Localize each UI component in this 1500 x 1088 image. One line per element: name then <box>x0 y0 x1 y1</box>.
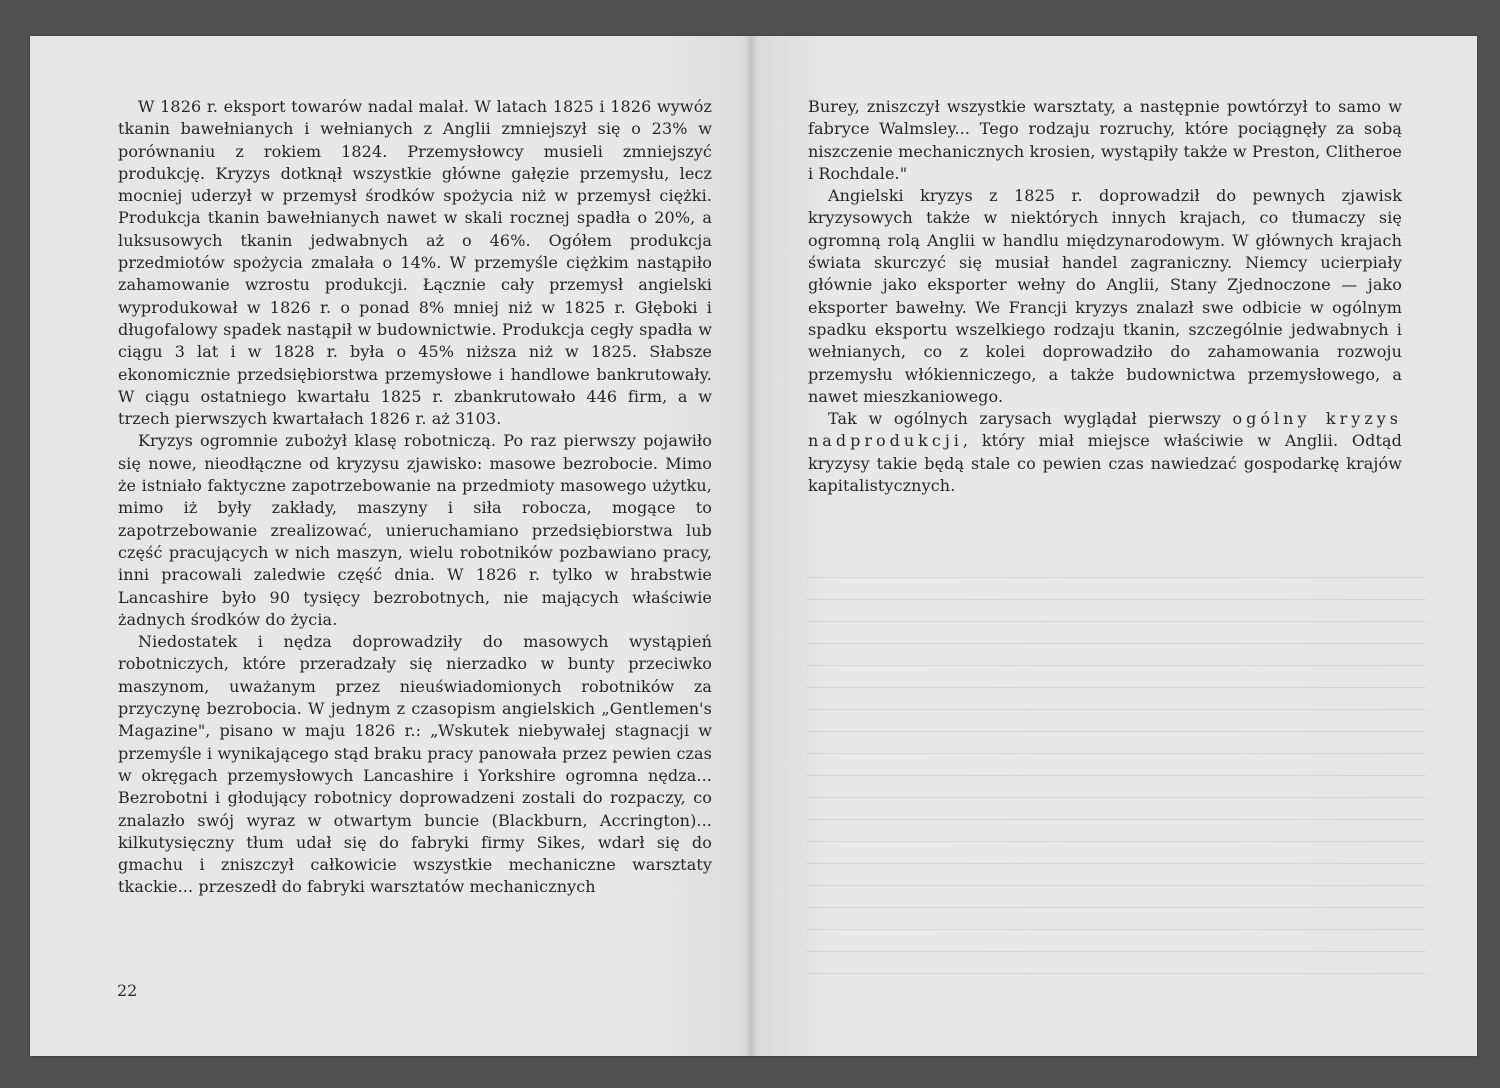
left-page-text <box>118 96 712 899</box>
right-paragraph-2: Angielski kryzys z 1825 r. doprowadził do pewnych zjawisk kryzysowych także w niektórych innych krajach, co tłumaczy się ogromną rolą Anglii w handlu międzynarodowym. W głównych krajach świata skurczyć się musiał handel zagraniczny. Niemcy ucierpiały głównie jako eksporter wełny do Anglii, Stany Zjednoczone — jako eksporter bawełny. We Francji kryzys znalazł swe odbicie w ogólnym spadku eksportu wszelkiego rodzaju tkanin, szczególnie jedwabnych i wełnianych, co z kolei doprowadziło do zahamowania rozwoju przemysłu włókienniczego, a także budownictwa przemysłowego, a nawet mieszkaniowego. <box>808 186 1402 406</box>
right-page-text <box>808 96 1402 497</box>
page-number: 22 <box>117 981 138 1000</box>
show-through-text <box>806 556 1426 976</box>
left-paragraph-2: Kryzys ogromnie zubożył klasę robotniczą. Po raz pierwszy pojawiło się nowe, nieodłączne od kryzysu zjawisko: masowe bezrobocie. Mimo że istniało faktyczne zapotrzebowanie na przedmioty masowego użytku, mimo iż były zakłady, maszyny i siła robocza, mogące to zapotrzebowanie zrealizować, unieruchamiano przedsiębiorstwa lub część pracujących w nich maszyn, wielu robotników pozbawiano pracy, inni pracowali zaledwie część dnia. W 1826 r. tylko w hrabstwie Lancashire było 90 tysięcy bezrobotnych, nie mających właściwie żadnych środków do życia. <box>118 431 712 629</box>
paragraph-3-tail: , który miał miejsce właściwie w Anglii. Odtąd kryzysy takie będą stale co pewien czas nawiedzać gospodarkę krajów kapitalistycznych. <box>808 431 1402 496</box>
book-spread <box>30 36 1477 1056</box>
book-gutter <box>744 36 758 1056</box>
left-paragraph-3: Niedostatek i nędza doprowadziły do masowych wystąpień robotniczych, które przeradzały się nierzadko w bunty przeciwko maszynom, uważanym przez nieuświadomionych robotników za przyczynę bezrobocia. W jednym z czasopism angielskich „Gentlemen's Magazine", pisano w maju 1826 r.: „Wskutek niebywałej stagnacji w przemyśle i wynikającego stąd braku pracy panowała przez pewien czas w okręgach przemysłowych Lancashire i Yorkshire ogromna nędza... Bezrobotni i głodujący robotnicy doprowadzeni zostali do rozpaczy, co znalazło swój wyraz w otwartym buncie (Blackburn, Accrington)... kilkutysięczny tłum udał się do fabryki firmy Sikes, wdarł się do gmachu i zniszczył całkowicie wszystkie mechaniczne warsztaty tkackie... przeszedł do fabryki warsztatów mechanicznych <box>118 632 712 897</box>
right-page <box>750 36 1477 1056</box>
left-paragraph-1: W 1826 r. eksport towarów nadal malał. W latach 1825 i 1826 wywóz tkanin bawełnianych i wełnianych z Anglii zmniejszył się o 23% w porównaniu z rokiem 1824. Przemysłowcy musieli zmniejszyć produkcję. Kryzys dotknął wszystkie główne gałęzie przemysłu, lecz mocniej uderzył w przemysł środków spożycia niż w przemysł ciężki. Produkcja tkanin bawełnianych nawet w skali rocznej spadła o 20%, a luksusowych tkanin jedwabnych aż o 46%. Ogółem produkcja przedmiotów spożycia zmalała o 14%. W przemyśle ciężkim nastąpiło zahamowanie wzrostu produkcji. Łącznie cały przemysł angielski wyprodukował w 1826 r. o ponad 8% mniej niż w 1825 r. Głęboki i długofalowy spadek nastąpił w budownictwie. Produkcja cegły spadła w ciągu 3 lat i w 1828 r. była o 45% niższa niż w 1825. Słabsze ekonomicznie przedsiębiorstwa przemysłowe i handlowe bankrutowały. W ciągu ostatniego kwartału 1825 r. zbankrutowało 446 firm, a w trzech pierwszych kwartałach 1826 r. aż 3103. <box>118 97 712 429</box>
right-paragraph-3 <box>808 408 1402 497</box>
spaced-emphasis: ogólny kryzys nadprodukcji <box>808 409 1402 451</box>
right-paragraph-1: Burey, zniszczył wszystkie warsztaty, a następnie powtórzył to samo w fabryce Walmsley... Tego rodzaju rozruchy, które pociągnęły za sobą niszczenie mechanicznych krosien, wystąpiły także w Preston, Clitheroe i Rochdale." <box>808 97 1402 183</box>
paragraph-3-lead: Tak w ogólnych zarysach wyglądał pierwszy <box>828 409 1233 429</box>
left-page <box>30 36 751 1056</box>
